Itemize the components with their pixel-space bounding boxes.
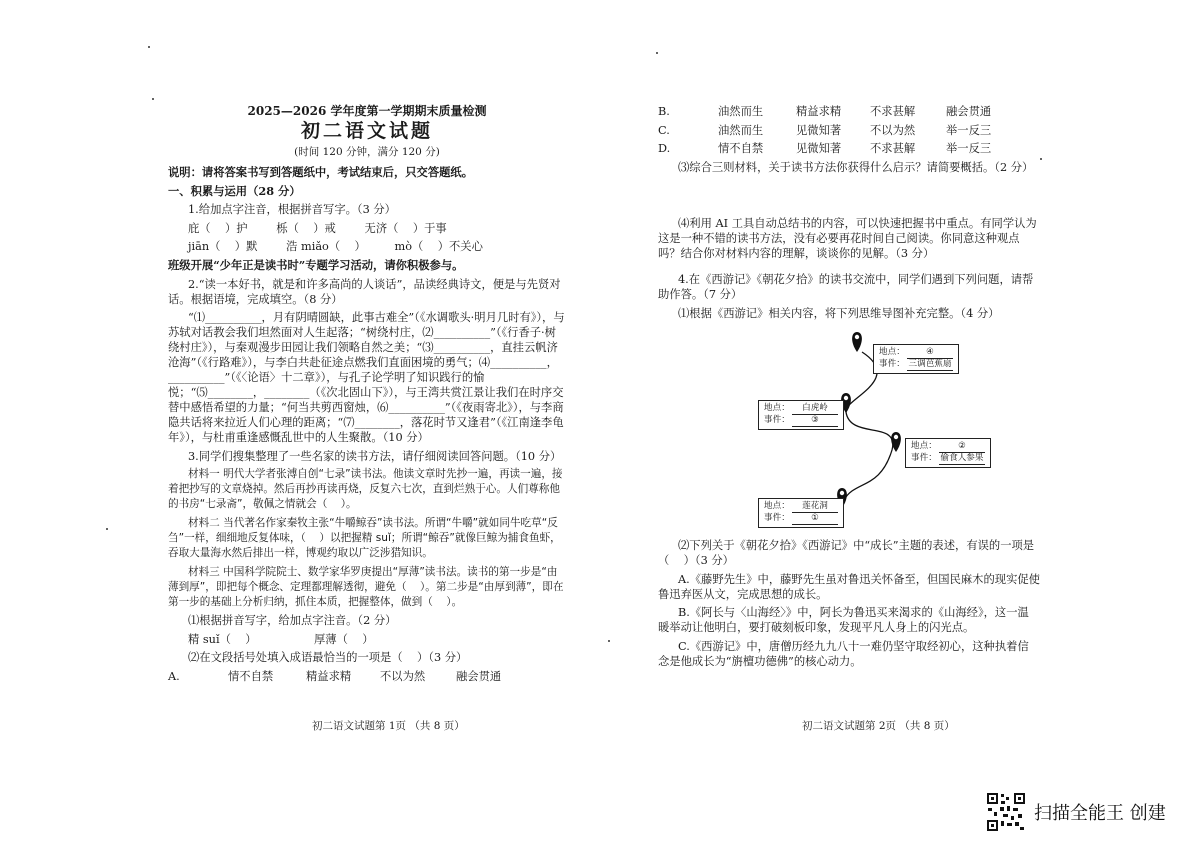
text-line: 2.“读一本好书，就是和许多高尚的人谈话”，品读经典诗文，便是与先贤对话。根据语境，完成填空。（8 分） [168,277,561,306]
text-line: 庇（ ）护 栎（ ）戒 无济（ ）于事 [188,221,447,235]
option-idiom: 不以为然 [380,669,426,683]
text-line: B.《阿长与〈山海经〉》中，阿长为鲁迅买来渴求的《山海经》，这一温暖举动让他明白，要打破刻板印象，发现平凡人身上的闪光点。 [658,606,1029,635]
event-label: 事件： [764,415,790,425]
text-line: 材料二 当代著名作家秦牧主张“牛嚼鲸吞”读书法。所谓“牛嚼”就如同牛吃草“反刍”一样，细细地反复体味，（ ）以把握精 suǐ；所谓“鲸吞”就像巨鲸为捕食鱼虾，吞取大量海水然后排出一样，博观约取以广泛涉猎知识。 [168,516,561,559]
text-line: 3.同学们搜集整理了一些名家的读书方法，请仔细阅读回答问题。（10 分） [188,449,562,463]
place-value: 莲花洞 [792,501,838,513]
route-line [839,352,893,516]
place-value: ② [939,441,985,453]
text-line: ⑵在文段括号处填入成语最恰当的一项是（ ）（3 分） [188,651,468,665]
text-line: 1.给加点字注音，根据拼音写字。（3 分） [188,203,396,217]
option-idiom: 情不自禁 [228,669,274,683]
scanner-text: 扫描全能王 创建 [1034,803,1166,824]
page-2-lower [658,538,1040,672]
option-idiom: 精益求精 [796,105,842,118]
text-line: 材料一 明代大学者张溥自创“七录”读书法。他读文章时先抄一遍，再读一遍，接着把抄写的文章烧掉。然后再抄再读再烧，反复六七次，直到烂熟于心。人们尊称他的书房“七录斋”，敬佩之情就会（ ）。 [168,468,563,511]
event-label: 事件： [764,513,790,523]
option-idiom: 举一反三 [946,142,992,156]
text-line: 材料三 中国科学院院士、数学家华罗庚提出“厚薄”读书法。读书的第一步是“由薄到厚”，即把每个概念、定理都理解透彻，避免（ ）。第二步是“由厚到薄”，即在第一步的基础上分析归纳，抓住本质，把握整体，做到（ ）。 [168,565,564,608]
place-label: 地点： [879,347,905,357]
event-value: ① [792,513,838,525]
option-letter: B. [658,105,670,118]
text-line: jiān（ ）默 浩 miǎo（ ） mò（ ）不关心 [188,240,483,254]
place-value: 白虎岭 [792,403,838,415]
place-label: 地点： [764,403,790,413]
time-info: (时间 120 分钟，满分 120 分) [294,146,440,158]
text-line: 4.在《西游记》《朝花夕拾》的读书交流中，同学们遇到下列问题，请帮助作答。（7 分） [658,273,1034,302]
option-idiom: 不以为然 [870,123,916,137]
text-line: 班级开展“少年正是读书时”专题学习活动，请你积极参与。 [168,257,464,272]
mind-map-box-1 [873,344,959,374]
text-line: A.《藤野先生》中，藤野先生虽对鲁迅关怀备至，但国民麻木的现实促使鲁迅弃医从文，完成思想的成长。 [658,572,1040,601]
mind-map-box-2 [758,400,844,430]
mind-map-box-4 [758,498,844,528]
exam-year: 2025—2026 学年度第一学期期末质量检测 [247,104,487,118]
text-line: ⑴根据《西游记》相关内容，将下列思维导图补充完整。（4 分） [678,306,1000,320]
page-footer: 初二语文试题第 1页 （共 8 页） [312,720,465,732]
text-line: ⑴根据拼音写字，给加点字注音。（2 分） [188,614,397,628]
place-label: 地点： [764,501,790,511]
option-idiom: 见微知著 [796,123,842,137]
option-letter: D. [658,142,671,156]
text-line: ⑵下列关于《朝花夕拾》《西游记》中“成长”主题的表述，有误的一项是（ ）（3 分） [658,539,1035,567]
text-line: ⑷利用 AI 工具自动总结书的内容，可以快速把握书中重点。有同学认为这是一种不错的读书方法，没有必要再花时间自己阅读。你同意这种观点吗？结合你对材料内容的理解，谈谈你的见解。（3 分） [658,217,1037,261]
text-line: 精 suǐ（ ） 厚薄（ ） [188,632,374,646]
page-title: 初二语文试题 [300,120,433,142]
option-idiom: 情不自禁 [718,142,764,156]
page-footer: 初二语文试题第 2页 （共 8 页） [802,720,955,732]
option-idiom: 举一反三 [946,123,992,137]
map-pin-icon [852,332,862,352]
place-value: ④ [907,347,953,359]
event-value: 三调芭蕉扇 [908,359,952,369]
option-idiom: 不求甚解 [870,142,916,156]
option-idiom: 精益求精 [306,669,352,683]
event-value: 偷食人参果 [940,453,984,463]
question-list [658,538,1040,669]
option-idiom: 见微知著 [796,142,842,156]
mind-map-box-3 [905,438,991,468]
text-line: ⑶综合三则材料，关于读书方法你获得什么启示？请简要概括。（2 分） [678,160,1034,174]
text-line: 说明：请将答案书写到答题纸中，考试结束后，只交答题纸。 [168,165,474,179]
place-label: 地点： [911,441,937,451]
event-value: ③ [792,415,838,427]
option-letter: A. [168,669,180,683]
text-line: C.《西游记》中，唐僧历经九九八十一难仍坚守取经初心，这种执着信念是他成长为“旃檀功德佛”的核心动力。 [658,639,1029,668]
text-line: 一、积累与运用（28 分） [168,183,301,198]
option-letter: C. [658,123,670,137]
scanner-watermark [986,792,1166,832]
option-idiom: 油然而生 [718,123,764,137]
option-idiom: 油然而生 [718,105,764,118]
event-label: 事件： [879,359,905,369]
event-label: 事件： [911,453,937,463]
text-line: “⑴__________，月有阴晴圆缺，此事古难全”（《水调歌头·明月几时有》），与苏轼对话教会我们坦然面对人生起落；“树绕村庄，⑵__________”（《行香子·树绕村庄》），与秦观漫步田园让我们领略自然之美；“⑶__________，直挂云帆济沧海”（《行路难》），与李白共赴征途点燃我们直面困境的勇气；⑷__________，__________”（《〈论语〉十二章》），与孔子论学明了知识践行的愉悦；“⑸________，________（《次北固山下》），与王湾共赏江景让我们在时序交替中感悟希望的力量；“何当共剪西窗烛，⑹__________”（《夜雨寄北》），与李商隐共话将来拉近人们心理的距离；“⑺________，落花时节又逢君”（《江南逢李龟年》），与杜甫重逢感慨乱世中的人生聚散。（10 分） [168,311,565,445]
option-idiom: 不求甚解 [870,105,916,118]
option-idiom: 融会贯通 [946,105,992,118]
option-idiom: 融会贯通 [456,669,502,683]
qr-code-icon [986,792,1026,832]
